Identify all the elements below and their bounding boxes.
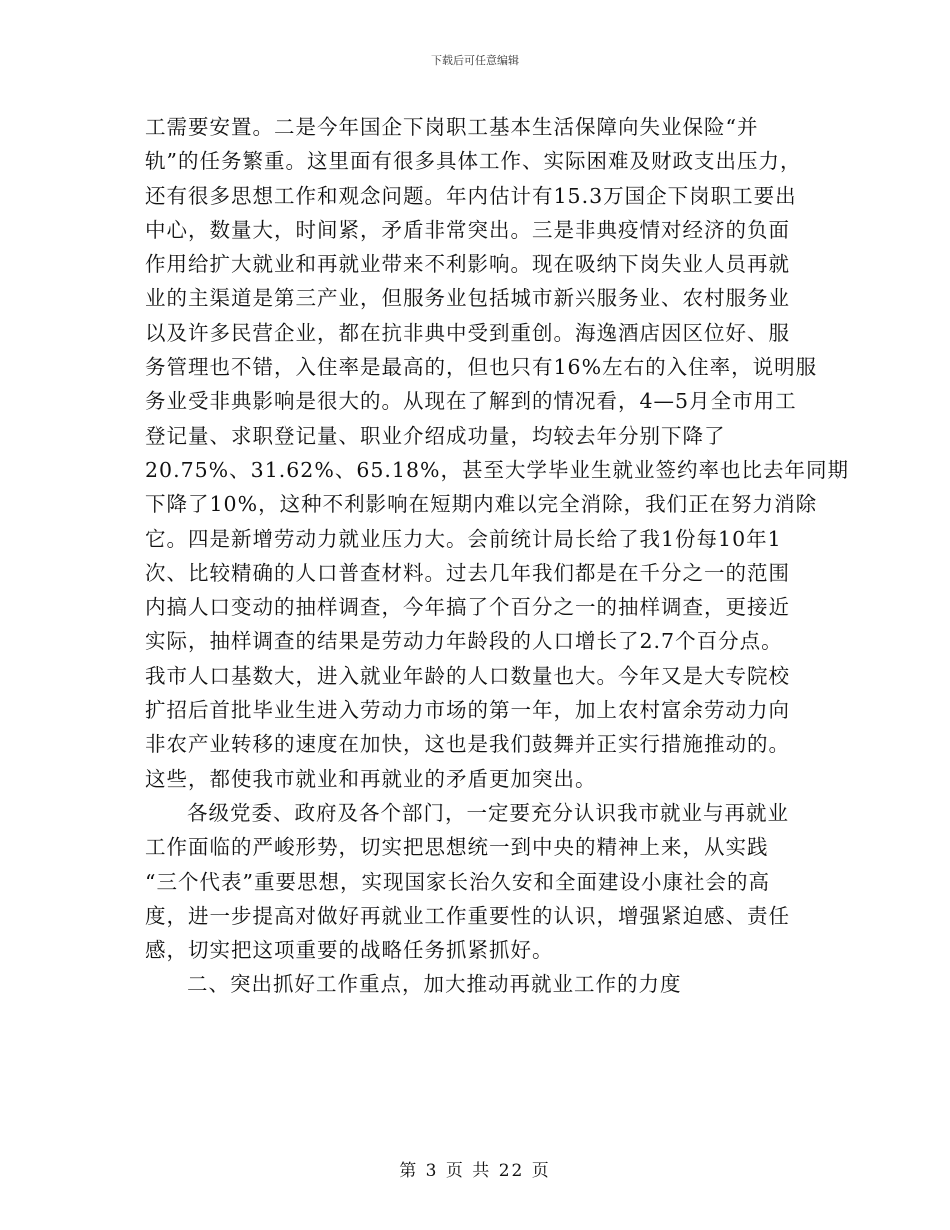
body-line: 它。四是新增劳动力就业压力大。会前统计局长给了我1份每10年1: [145, 526, 782, 551]
body-line: 下降了10%，这种不利影响在短期内难以完全消除，我们正在努力消除: [145, 492, 818, 517]
body-line: 非农产业转移的速度在加快，这也是我们鼓舞并正实行措施推动的。: [145, 732, 790, 757]
body-line: 次、比较精确的人口普查材料。过去几年我们都是在千分之一的范围: [145, 560, 790, 585]
section-heading: 二、突出抓好工作重点，加大推动再就业工作的力度: [187, 972, 682, 997]
paragraph-start-line: 各级党委、政府及各个部门，一定要充分认识我市就业与再就业: [187, 800, 789, 825]
body-line: 20.75%、31.62%、65.18%，甚至大学毕业生就业签约率也比去年同期: [145, 457, 849, 482]
body-line: 务管理也不错，入住率是最高的，但也只有16%左右的入住率，说明服: [145, 355, 818, 380]
body-line: 登记量、求职登记量、职业介绍成功量，均较去年分别下降了: [145, 423, 726, 448]
document-body: [145, 110, 849, 1002]
body-line: 还有很多思想工作和观念问题。年内估计有15.3万国企下岗职工要出: [145, 183, 797, 208]
page-number: 第 3 页 共 22 页: [399, 1161, 551, 1181]
body-line: 感，切实把这项重要的战略任务抓紧抓好。: [145, 938, 554, 963]
body-line: 工作面临的严峻形势，切实把思想统一到中央的精神上来，从实践: [145, 835, 769, 860]
body-line: 这些，都使我市就业和再就业的矛盾更加突出。: [145, 766, 597, 791]
body-line: 作用给扩大就业和再就业带来不利影响。现在吸纳下岗失业人员再就: [145, 252, 790, 277]
body-line: 轨”的任务繁重。这里面有很多具体工作、实际困难及财政支出压力，: [145, 149, 802, 174]
page-header-note: 下载后可任意编辑: [431, 54, 519, 67]
body-line: 以及许多民营企业，都在抗非典中受到重创。海逸酒店因区位好、服: [145, 320, 790, 345]
body-line: 工需要安置。二是今年国企下岗职工基本生活保障向失业保险“并: [145, 115, 759, 139]
body-line: 务业受非典影响是很大的。从现在了解到的情况看，4—5月全市用工: [145, 389, 797, 414]
body-line: 业的主渠道是第三产业，但服务业包括城市新兴服务业、农村服务业: [145, 286, 790, 311]
body-line: 度，进一步提高对做好再就业工作重要性的认识，增强紧迫感、责任: [145, 903, 790, 928]
body-line: 内搞人口变动的抽样调查，今年搞了个百分之一的抽样调查，更接近: [145, 595, 790, 620]
body-line: 中心，数量大，时间紧，矛盾非常突出。三是非典疫情对经济的负面: [145, 217, 790, 242]
body-line: “三个代表”重要思想，实现国家长治久安和全面建设小康社会的高: [145, 869, 770, 894]
body-line: 我市人口基数大，进入就业年龄的人口数量也大。今年又是大专院校: [145, 663, 790, 688]
body-line: 实际，抽样调查的结果是劳动力年龄段的人口增长了2.7个百分点。: [145, 629, 783, 654]
body-line: 扩招后首批毕业生进入劳动力市场的第一年，加上农村富余劳动力向: [145, 698, 790, 723]
